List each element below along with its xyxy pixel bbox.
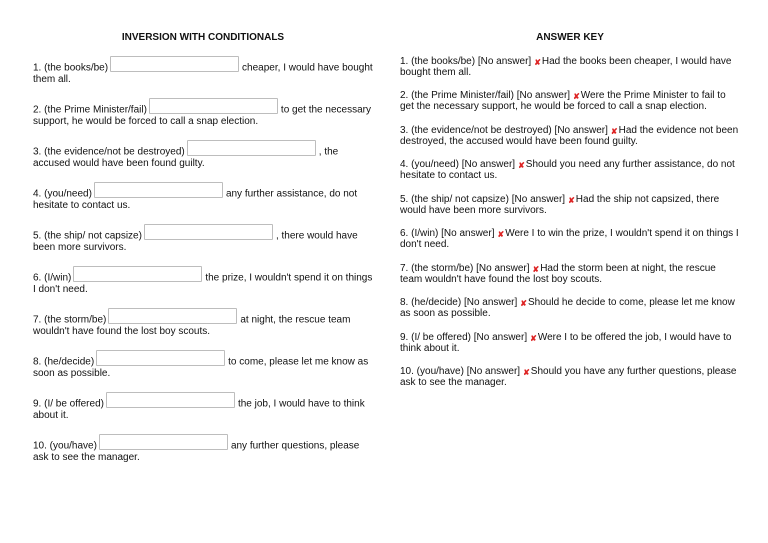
question-cue: 8. (he/decide) [33,356,95,368]
question-cue: 4. (you/need) [33,188,92,200]
question-rest: at night, the rescue team wouldn't have found the lost boy scouts. [33,314,351,337]
answer-cue: 10. (you/have) [400,366,464,377]
correct-answer: Should he decide to come, please let me know as soon as possible. [400,297,735,319]
question-cue: 7. (the storm/be) [33,314,107,326]
question-cue: 6. (I/win) [33,272,72,284]
question-cue: 3. (the evidence/not be destroyed) [33,146,185,158]
question-rest: any further assistance, do not hesitate to contact us. [33,188,358,211]
answer-input[interactable] [99,434,228,450]
answer-status: [No answer] [554,125,608,136]
answer-input[interactable] [110,56,239,72]
question-6 [33,268,373,296]
answer-input[interactable] [108,308,237,324]
question-rest: , the accused would have been found guilty. [33,146,339,169]
x-mark-icon: ✘ [497,230,505,239]
question-rest: the job, I would have to think about it. [33,398,365,421]
answer-cue: 3. (the evidence/not be destroyed) [400,125,552,136]
question-1 [33,58,373,86]
question-4 [33,184,373,212]
answer-item-10 [400,366,740,388]
x-mark-icon: ✘ [518,161,525,170]
answer-status: [No answer] [477,56,532,67]
correct-answer: Had the books been cheaper, I would have bought them all. [400,56,732,78]
question-cue: 2. (the Prime Minister/fail) [33,104,147,116]
answer-cue: 4. (you/need) [400,159,459,170]
answer-cue: 8. (he/decide) [400,297,462,308]
answer-item-5 [400,194,740,216]
x-mark-icon: ✘ [523,368,530,377]
answer-key-title: ANSWER KEY [536,32,604,43]
question-5 [33,226,373,254]
answer-input[interactable] [149,98,278,114]
answer-input[interactable] [94,182,223,198]
answer-cue: 2. (the Prime Minister/fail) [400,90,514,101]
question-10 [33,436,373,464]
question-8 [33,352,373,380]
answer-item-8 [400,297,740,319]
answer-item-6 [400,228,740,250]
answer-cue: 5. (the ship/ not capsize) [400,194,509,205]
question-2 [33,100,373,128]
answer-cue: 7. (the storm/be) [400,263,474,274]
question-rest: to get the necessary support, he would be forced to call a snap election. [33,104,371,127]
answer-input[interactable] [73,266,202,282]
x-mark-icon: ✘ [520,299,527,308]
answer-status: [No answer] [473,332,528,343]
answer-item-2 [400,90,740,112]
answer-item-1 [400,56,740,78]
question-rest: the prize, I wouldn't spend it on things I don't need. [33,272,373,295]
answer-cue: 6. (I/win) [400,228,439,239]
worksheet-title: INVERSION WITH CONDITIONALS [121,32,285,43]
correct-answer: Were the Prime Minister to fail to get the necessary support, he would be forced to call a snap election. [400,90,726,112]
question-rest: to come, please let me know as soon as possible. [33,356,369,379]
correct-answer: Were I to be offered the job, I would have to think about it. [400,332,732,354]
answer-status: [No answer] [466,366,521,377]
question-rest: , there would have been more survivors. [33,230,358,253]
answer-status: [No answer] [461,159,516,170]
correct-answer: Had the storm been at night, the rescue team wouldn't have found the lost boy scouts. [400,263,716,285]
question-7 [33,310,373,338]
correct-answer: Were I to win the prize, I wouldn't spend it on things I don't need. [400,228,739,250]
answer-status: [No answer] [511,194,566,205]
x-mark-icon: ✘ [532,265,540,274]
answer-item-9 [400,332,740,354]
answer-item-4 [400,159,740,181]
answer-status: [No answer] [463,297,518,308]
answer-cue: 9. (I/ be offered) [400,332,471,343]
answer-status: [No answer] [516,90,571,101]
x-mark-icon: ✘ [568,196,575,205]
answer-item-7 [400,263,740,285]
question-cue: 9. (I/ be offered) [33,398,104,410]
answer-status: [No answer] [441,228,495,239]
x-mark-icon: ✘ [534,58,541,67]
answer-status: [No answer] [476,263,530,274]
x-mark-icon: ✘ [573,92,580,101]
answer-input[interactable] [96,350,225,366]
question-rest: any further questions, please ask to see the manager. [33,440,360,463]
question-cue: 1. (the books/be) [33,62,109,74]
question-cue: 10. (you/have) [33,440,97,452]
answer-input[interactable] [106,392,235,408]
x-mark-icon: ✘ [610,127,618,136]
answer-item-3 [400,125,740,147]
x-mark-icon: ✘ [530,334,537,343]
correct-answer: Had the ship not capsized, there would have been more survivors. [400,194,720,216]
question-cue: 5. (the ship/ not capsize) [33,230,142,242]
answer-cue: 1. (the books/be) [400,56,476,67]
question-rest: cheaper, I would have bought them all. [33,62,373,85]
correct-answer: Should you need any further assistance, do not hesitate to contact us. [400,159,735,181]
question-9 [33,394,373,422]
answer-input[interactable] [187,140,316,156]
question-3 [33,142,373,170]
correct-answer: Should you have any further questions, please ask to see the manager. [400,366,737,388]
correct-answer: Had the evidence not been destroyed, the accused would have been found guilty. [400,125,739,147]
answer-input[interactable] [144,224,273,240]
